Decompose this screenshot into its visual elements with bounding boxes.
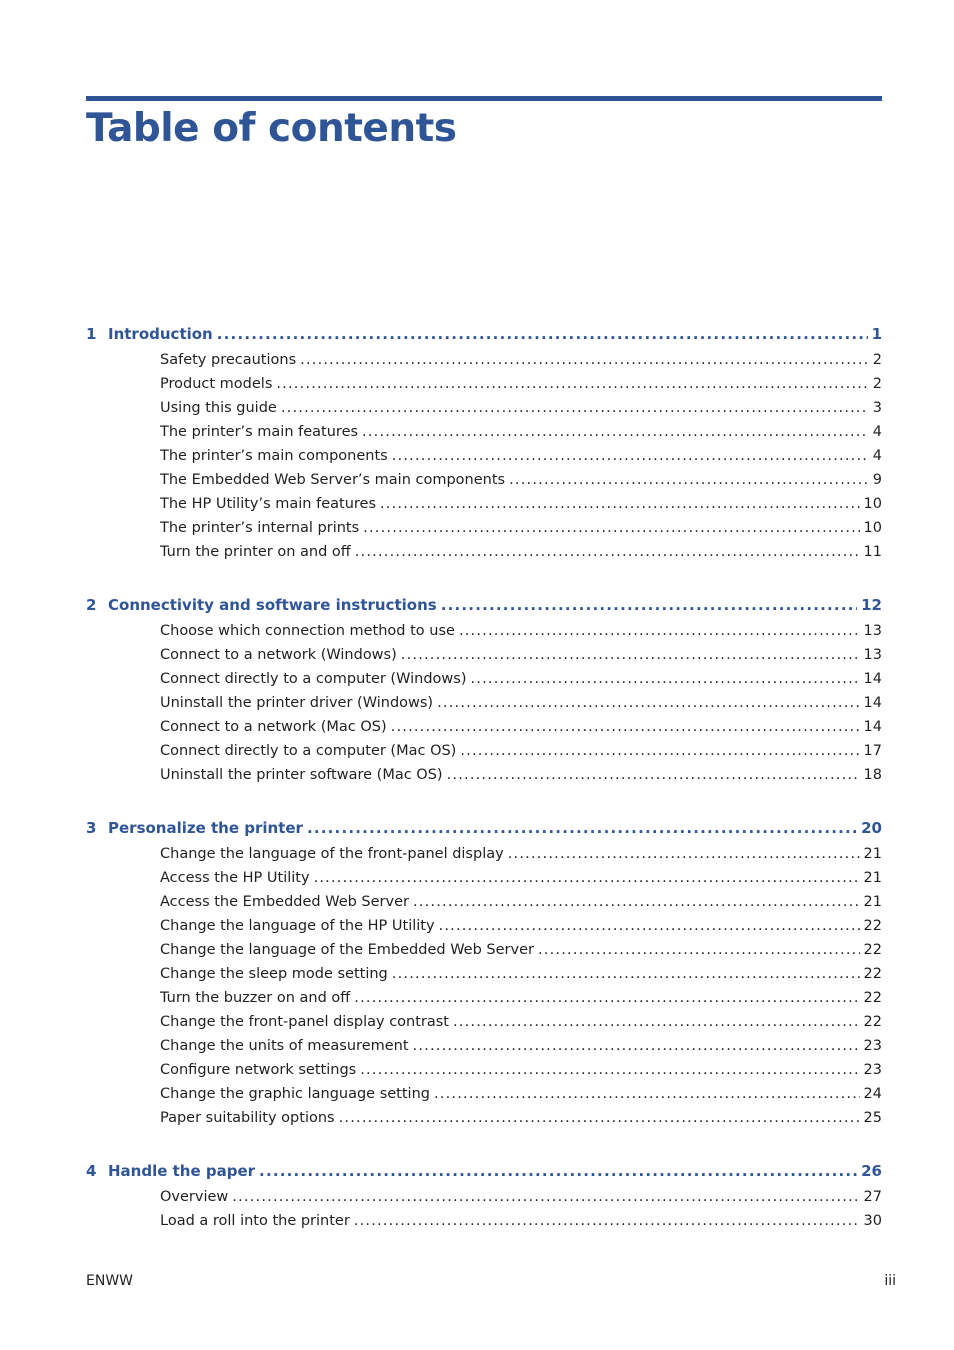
dot-leader [459, 621, 860, 641]
section-title: Connect directly to a computer (Windows) [160, 671, 467, 687]
dot-leader [447, 765, 860, 785]
dot-leader [259, 1161, 857, 1181]
toc-section-item[interactable] [160, 765, 882, 785]
dot-leader [470, 669, 859, 689]
section-page: 22 [863, 918, 882, 934]
toc-section-item[interactable] [160, 518, 882, 538]
section-title: Uninstall the printer software (Mac OS) [160, 767, 443, 783]
footer-page-number: iii [884, 1273, 896, 1289]
chapter-title: Personalize the printer [108, 819, 303, 837]
dot-leader [363, 518, 859, 538]
section-title: The Embedded Web Server’s main components [160, 472, 506, 488]
section-title: Connect to a network (Mac OS) [160, 719, 387, 735]
dot-leader [354, 988, 859, 1008]
dot-leader [380, 494, 860, 514]
toc-section-item[interactable] [160, 868, 882, 888]
section-page: 27 [863, 1189, 882, 1205]
section-page: 25 [863, 1110, 882, 1126]
toc-section-item[interactable] [160, 844, 882, 864]
toc-section-item[interactable] [160, 1084, 882, 1104]
toc-section-item[interactable] [160, 494, 882, 514]
dot-leader [307, 818, 857, 838]
toc-section-item[interactable] [160, 1108, 882, 1128]
section-page: 22 [863, 942, 882, 958]
toc-chapter-4[interactable] [86, 1161, 882, 1181]
section-title: Change the front-panel display contrast [160, 1014, 449, 1030]
section-page: 14 [863, 671, 882, 687]
section-title: Load a roll into the printer [160, 1213, 350, 1229]
dot-leader [441, 595, 857, 615]
dot-leader [413, 1036, 860, 1056]
section-page: 30 [863, 1213, 882, 1229]
toc-section-item[interactable] [160, 892, 882, 912]
section-page: 10 [863, 496, 882, 512]
section-page: 24 [863, 1086, 882, 1102]
toc-section-item[interactable] [160, 1036, 882, 1056]
section-title: Choose which connection method to use [160, 623, 455, 639]
page-title: Table of contents [86, 106, 457, 151]
dot-leader [460, 741, 859, 761]
dot-leader [434, 1084, 860, 1104]
dot-leader [232, 1187, 859, 1207]
toc-section-item[interactable] [160, 741, 882, 761]
section-page: 4 [872, 424, 882, 440]
dot-leader [339, 1108, 860, 1128]
section-page: 3 [872, 400, 882, 416]
section-title: Connect directly to a computer (Mac OS) [160, 743, 457, 759]
dot-leader [314, 868, 860, 888]
dot-leader [437, 693, 859, 713]
section-page: 21 [863, 894, 882, 910]
dot-leader [355, 542, 860, 562]
section-title: Using this guide [160, 400, 277, 416]
section-title: Change the language of the HP Utility [160, 918, 435, 934]
section-page: 10 [863, 520, 882, 536]
dot-leader [401, 645, 860, 665]
section-page: 17 [863, 743, 882, 759]
section-page: 2 [872, 352, 882, 368]
dot-leader [453, 1012, 860, 1032]
section-title: Turn the printer on and off [160, 544, 351, 560]
chapter-title: Connectivity and software instructions [108, 596, 437, 614]
section-title: Product models [160, 376, 273, 392]
dot-leader [217, 324, 868, 344]
toc-section-item[interactable] [160, 350, 882, 370]
toc-section-item[interactable] [160, 374, 882, 394]
section-title: Change the graphic language setting [160, 1086, 430, 1102]
dot-leader [360, 1060, 859, 1080]
toc-section-item[interactable] [160, 1211, 882, 1231]
section-title: Overview [160, 1189, 229, 1205]
section-title: The HP Utility’s main features [160, 496, 376, 512]
section-page: 23 [863, 1038, 882, 1054]
section-title: Safety precautions [160, 352, 297, 368]
dot-leader [362, 422, 869, 442]
dot-leader [392, 446, 869, 466]
dot-leader [413, 892, 860, 912]
chapter-title: Handle the paper [108, 1162, 256, 1180]
chapter-page: 26 [861, 1162, 882, 1180]
chapter-number: 4 [86, 1162, 97, 1180]
dot-leader [392, 964, 860, 984]
chapter-number: 1 [86, 325, 97, 343]
section-page: 23 [863, 1062, 882, 1078]
toc-section-item[interactable] [160, 717, 882, 737]
toc-section-item[interactable] [160, 693, 882, 713]
chapter-title: Introduction [108, 325, 213, 343]
section-page: 21 [863, 870, 882, 886]
section-title: The printer’s main features [160, 424, 359, 440]
section-page: 13 [863, 647, 882, 663]
chapter-number: 3 [86, 819, 97, 837]
section-page: 22 [863, 1014, 882, 1030]
chapter-page: 20 [861, 819, 882, 837]
section-title: Configure network settings [160, 1062, 357, 1078]
section-page: 9 [872, 472, 882, 488]
section-page: 14 [863, 695, 882, 711]
toc-chapter-2[interactable] [86, 595, 882, 615]
toc-section-item[interactable] [160, 446, 882, 466]
section-page: 14 [863, 719, 882, 735]
section-title: Uninstall the printer driver (Windows) [160, 695, 434, 711]
dot-leader [276, 374, 868, 394]
section-title: Change the language of the Embedded Web Server [160, 942, 534, 958]
toc-section-item[interactable] [160, 621, 882, 641]
toc-chapter-1[interactable] [86, 324, 882, 344]
section-page: 22 [863, 966, 882, 982]
toc-section-item[interactable] [160, 422, 882, 442]
dot-leader [509, 470, 869, 490]
dot-leader [508, 844, 860, 864]
chapter-number: 2 [86, 596, 97, 614]
section-page: 11 [863, 544, 882, 560]
chapter-page: 12 [861, 596, 882, 614]
dot-leader [281, 398, 869, 418]
section-title: Connect to a network (Windows) [160, 647, 397, 663]
toc-section-item[interactable] [160, 1187, 882, 1207]
footer-left: ENWW [86, 1273, 134, 1289]
dot-leader [354, 1211, 860, 1231]
toc-section-item[interactable] [160, 988, 882, 1008]
toc-section-item[interactable] [160, 669, 882, 689]
dot-leader [391, 717, 860, 737]
dot-leader [300, 350, 869, 370]
toc-section-item[interactable] [160, 1012, 882, 1032]
toc-section-item[interactable] [160, 398, 882, 418]
toc-section-item[interactable] [160, 1060, 882, 1080]
toc-section-item[interactable] [160, 645, 882, 665]
chapter-page: 1 [871, 325, 882, 343]
section-page: 2 [872, 376, 882, 392]
section-title: Paper suitability options [160, 1110, 335, 1126]
section-page: 21 [863, 846, 882, 862]
section-title: Change the language of the front-panel display [160, 846, 504, 862]
section-page: 18 [863, 767, 882, 783]
section-title: Turn the buzzer on and off [160, 990, 351, 1006]
toc-section-item[interactable] [160, 916, 882, 936]
toc-section-item[interactable] [160, 470, 882, 490]
toc-section-item[interactable] [160, 964, 882, 984]
toc-chapter-3[interactable] [86, 818, 882, 838]
section-title: The printer’s internal prints [160, 520, 360, 536]
section-title: Change the units of measurement [160, 1038, 409, 1054]
section-title: Access the Embedded Web Server [160, 894, 409, 910]
toc-section-item[interactable] [160, 940, 882, 960]
toc-section-item[interactable] [160, 542, 882, 562]
section-title: Access the HP Utility [160, 870, 310, 886]
dot-leader [439, 916, 860, 936]
section-page: 22 [863, 990, 882, 1006]
section-page: 13 [863, 623, 882, 639]
section-title: Change the sleep mode setting [160, 966, 388, 982]
section-page: 4 [872, 448, 882, 464]
dot-leader [538, 940, 860, 960]
section-title: The printer’s main components [160, 448, 388, 464]
